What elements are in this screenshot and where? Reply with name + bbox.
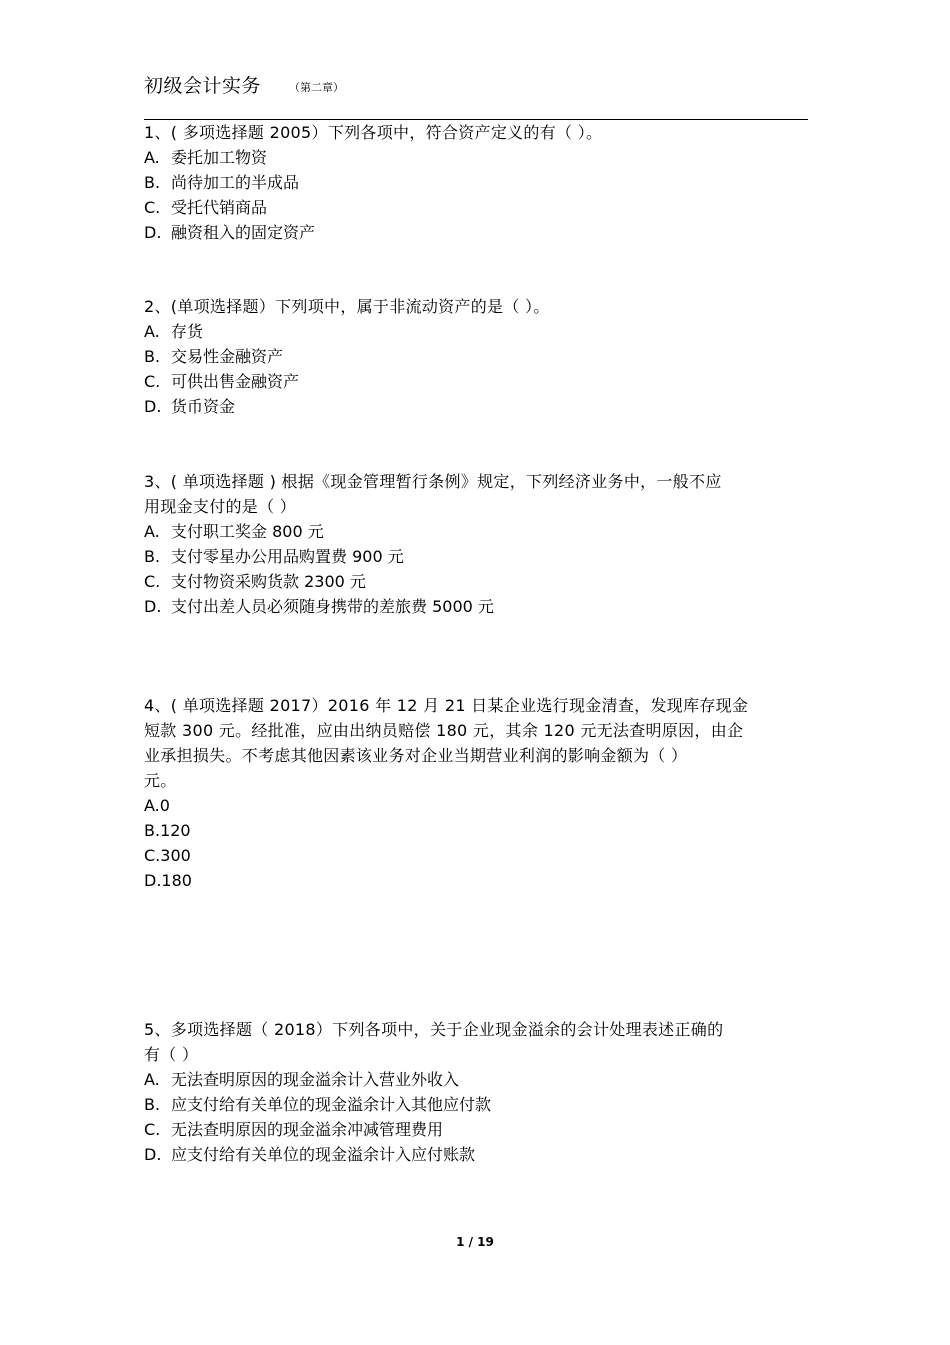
chapter-label: （第二章） (289, 81, 344, 94)
option-text: 融资租入的固定资产 (171, 223, 316, 242)
option-letter: A. (144, 1070, 160, 1089)
option-text: 受托代销商品 (171, 198, 268, 217)
question-stem: 元。 (144, 771, 177, 790)
question-stem: 4、( 单项选择题 2017）2016 年 12 月 21 日某企业选行现金清查，发现库存现金 (144, 696, 749, 715)
option-c (144, 1117, 808, 1142)
option-letter: B. (144, 173, 161, 192)
option-a (144, 145, 808, 170)
option-a (144, 319, 808, 344)
option-text: 应支付给有关单位的现金溢余计入其他应付款 (171, 1095, 492, 1114)
option-letter: D. (144, 597, 162, 616)
option-text: 支付物资采购货款 2300 元 (171, 572, 366, 591)
option-text: 应支付给有关单位的现金溢余计入应付账款 (171, 1145, 476, 1164)
option-b (144, 1092, 808, 1117)
question-stem: 有（ ） (144, 1045, 199, 1064)
option-d (144, 1142, 808, 1167)
option-c: C.300 (144, 846, 191, 865)
option-a (144, 1067, 808, 1092)
option-text: 委托加工物资 (171, 148, 268, 167)
option-a: A.0 (144, 796, 170, 815)
question-4 (144, 693, 808, 893)
question-2 (144, 294, 808, 419)
option-text: 货币资金 (171, 397, 236, 416)
option-letter: A. (144, 148, 160, 167)
question-1 (144, 120, 808, 245)
option-text: 支付出差人员必须随身携带的差旅费 5000 元 (171, 597, 494, 616)
question-stem: 5、多项选择题（ 2018）下列各项中，关于企业现金溢余的会计处理表述正确的 (144, 1020, 724, 1039)
option-letter: A. (144, 322, 160, 341)
option-b: B.120 (144, 821, 191, 840)
option-text: 交易性金融资产 (171, 347, 284, 366)
option-text: 支付职工奖金 800 元 (171, 522, 324, 541)
question-stem: 短款 300 元。经批准，应由出纳员赔偿 180 元，其余 120 元无法查明原因，由企 (144, 721, 744, 740)
option-text: 存货 (171, 322, 204, 341)
option-letter: B. (144, 1095, 161, 1114)
document-title: 初级会计实务 (144, 75, 262, 97)
option-letter: C. (144, 372, 161, 391)
option-c (144, 369, 808, 394)
option-text: 支付零星办公用品购置费 900 元 (171, 547, 404, 566)
option-letter: C. (144, 572, 161, 591)
question-3 (144, 469, 808, 619)
page-number: 1 / 19 (456, 1235, 494, 1249)
option-letter: C. (144, 198, 161, 217)
question-stem: 2、(单项选择题）下列项中，属于非流动资产的是（ ）。 (144, 297, 550, 316)
question-5 (144, 1017, 808, 1167)
option-text: 无法查明原因的现金溢余计入营业外收入 (171, 1070, 460, 1089)
option-letter: D. (144, 397, 162, 416)
option-text: 可供出售金融资产 (171, 372, 300, 391)
option-d (144, 394, 808, 419)
question-stem: 用现金支付的是（ ） (144, 497, 297, 516)
question-stem: 业承担损失。不考虑其他因素该业务对企业当期营业利润的影响金额为（ ） (144, 746, 688, 765)
option-c (144, 569, 808, 594)
option-b (144, 544, 808, 569)
option-letter: D. (144, 223, 162, 242)
option-letter: D. (144, 1145, 162, 1164)
option-letter: B. (144, 547, 161, 566)
option-text: 尚待加工的半成品 (171, 173, 300, 192)
option-a (144, 519, 808, 544)
option-b (144, 170, 808, 195)
option-letter: B. (144, 347, 161, 366)
option-d: D.180 (144, 871, 192, 890)
question-stem: 1、( 多项选择题 2005）下列各项中，符合资产定义的有（ ）。 (144, 123, 603, 142)
option-text: 无法查明原因的现金溢余冲减管理费用 (171, 1120, 444, 1139)
option-d (144, 594, 808, 619)
question-stem: 3、( 单项选择题 ) 根据《现金管理暂行条例》规定，下列经济业务中，一般不应 (144, 472, 722, 491)
option-d (144, 220, 808, 245)
option-b (144, 344, 808, 369)
page-header (144, 70, 808, 120)
option-letter: A. (144, 522, 160, 541)
option-c (144, 195, 808, 220)
option-letter: C. (144, 1120, 161, 1139)
